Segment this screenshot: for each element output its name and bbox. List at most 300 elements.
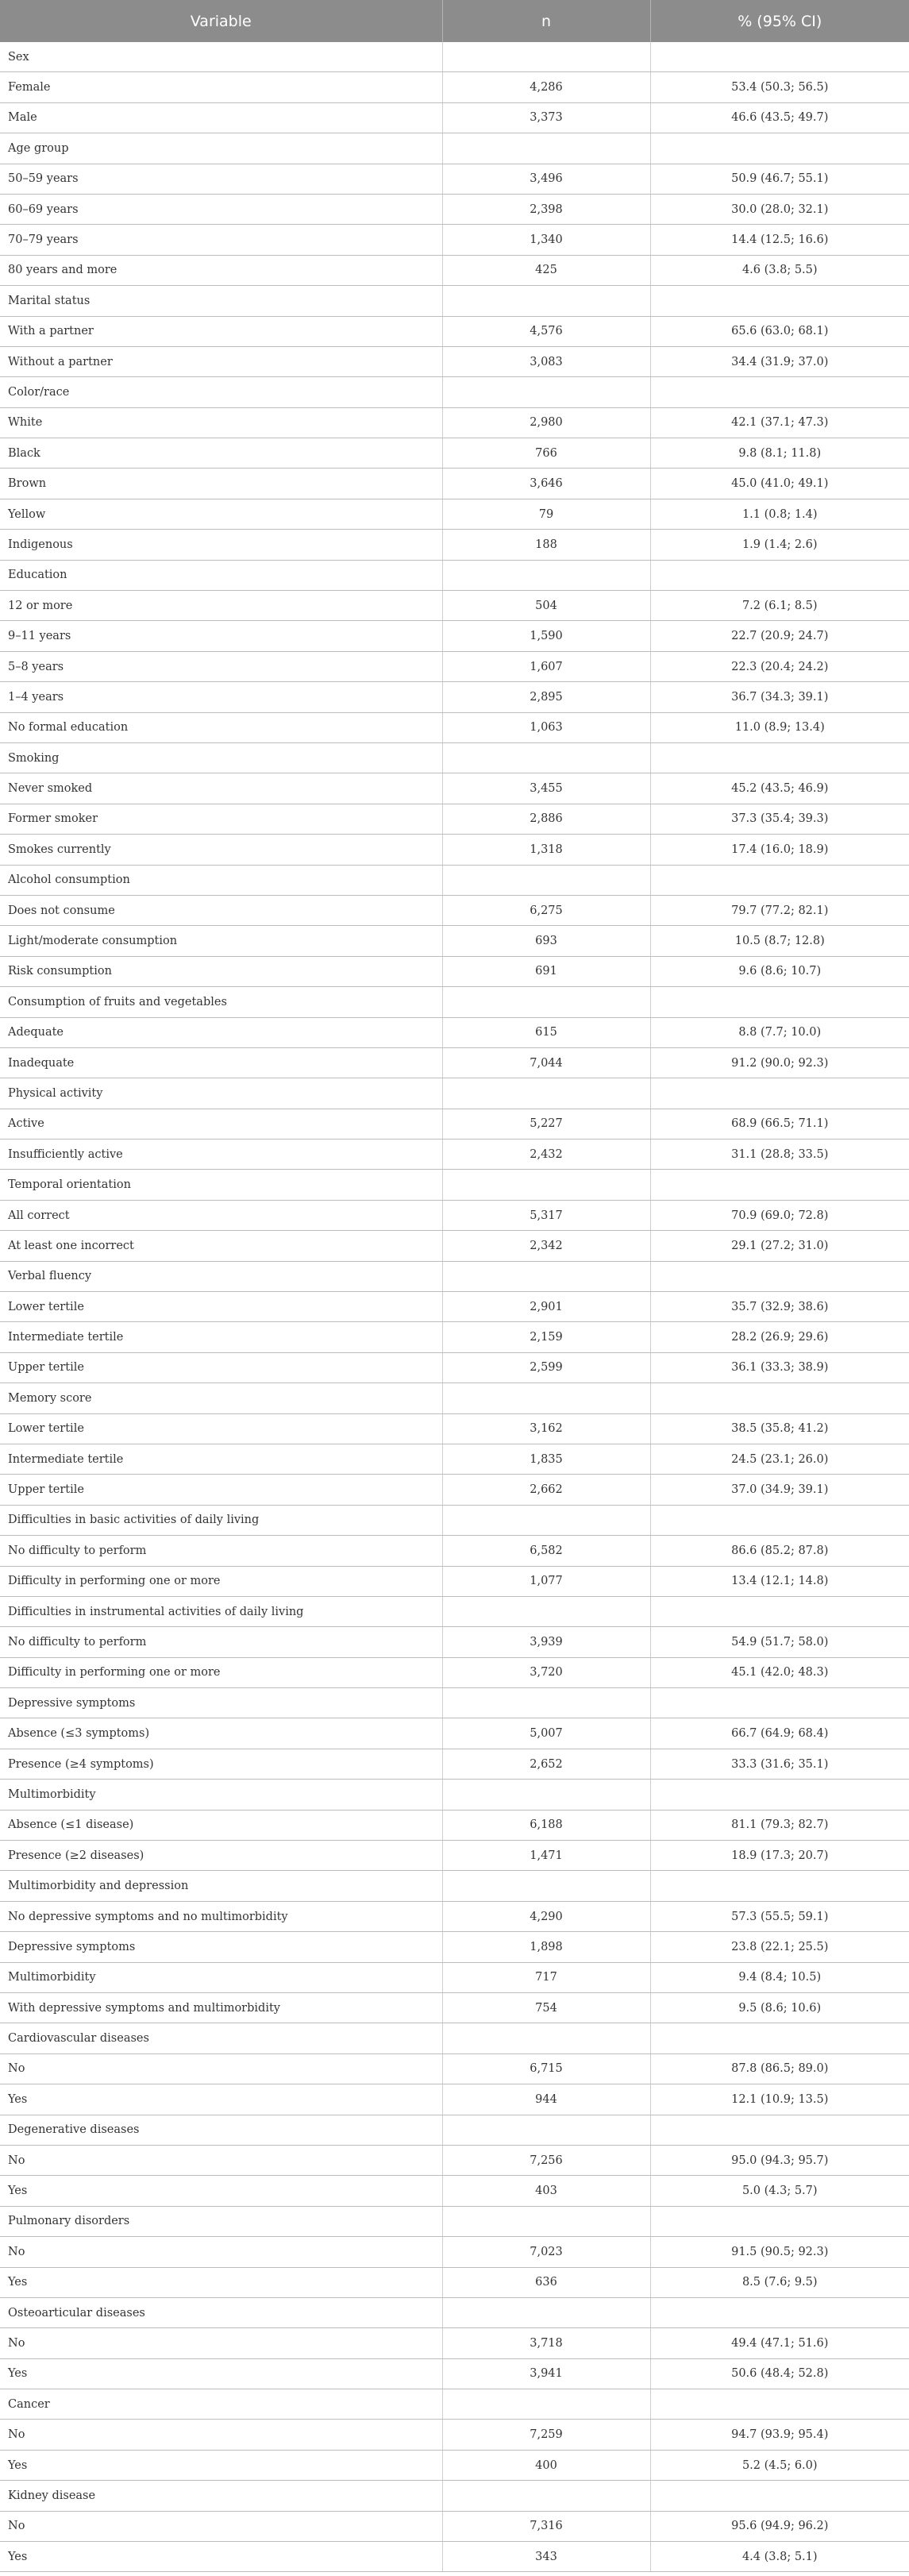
n-cell: 2,662: [442, 1475, 650, 1505]
variable-cell: White: [0, 407, 442, 438]
n-cell: [442, 560, 650, 590]
n-cell: 7,044: [442, 1047, 650, 1078]
variable-cell: Difficulty in performing one or more: [0, 1566, 442, 1596]
n-cell: 2,895: [442, 682, 650, 712]
percent-ci-cell: 24.5 (23.1; 26.0): [650, 1444, 909, 1474]
n-cell: [442, 2115, 650, 2145]
n-cell: [442, 1688, 650, 1718]
percent-ci-cell: 45.1 (42.0; 48.3): [650, 1657, 909, 1687]
table-row: [0, 2267, 909, 2297]
percent-ci-cell: 50.9 (46.7; 55.1): [650, 164, 909, 194]
n-cell: 79: [442, 499, 650, 529]
percent-ci-cell: 11.0 (8.9; 13.4): [650, 712, 909, 742]
percent-ci-cell: 68.9 (66.5; 71.1): [650, 1109, 909, 1139]
percent-ci-cell: [650, 987, 909, 1017]
percent-ci-cell: 54.9 (51.7; 58.0): [650, 1627, 909, 1657]
n-cell: [442, 2206, 650, 2236]
category-row: [0, 286, 909, 316]
table-row: [0, 651, 909, 681]
percent-ci-cell: [650, 742, 909, 773]
variable-cell: Yellow: [0, 499, 442, 529]
percent-ci-cell: 45.2 (43.5; 46.9): [650, 773, 909, 804]
category-row: [0, 377, 909, 407]
variable-cell: Lower tertile: [0, 1413, 442, 1444]
n-cell: 4,576: [442, 316, 650, 346]
category-row: [0, 133, 909, 164]
table-row: [0, 1200, 909, 1230]
percent-ci-cell: [650, 2206, 909, 2236]
variable-cell: Smoking: [0, 742, 442, 773]
variable-cell: Cardiovascular diseases: [0, 2023, 442, 2053]
percent-ci-cell: 22.7 (20.9; 24.7): [650, 621, 909, 651]
percent-ci-cell: [650, 2115, 909, 2145]
percent-ci-cell: 9.8 (8.1; 11.8): [650, 438, 909, 469]
n-cell: [442, 742, 650, 773]
percent-ci-cell: 38.5 (35.8; 41.2): [650, 1413, 909, 1444]
table-row: [0, 1017, 909, 1047]
percent-ci-cell: 31.1 (28.8; 33.5): [650, 1140, 909, 1170]
table-row: [0, 2328, 909, 2358]
category-row: [0, 560, 909, 590]
table-row: [0, 926, 909, 956]
n-cell: 2,980: [442, 407, 650, 438]
variable-cell: Yes: [0, 2542, 442, 2572]
variable-cell: Alcohol consumption: [0, 865, 442, 895]
category-row: [0, 1688, 909, 1718]
n-cell: [442, 377, 650, 407]
variable-cell: Difficulties in basic activities of daily living: [0, 1505, 442, 1535]
percent-ci-cell: 10.5 (8.7; 12.8): [650, 926, 909, 956]
n-cell: 5,317: [442, 1200, 650, 1230]
n-cell: 3,941: [442, 2358, 650, 2389]
table-row: [0, 164, 909, 194]
variable-cell: No difficulty to perform: [0, 1627, 442, 1657]
n-cell: 3,720: [442, 1657, 650, 1687]
variable-cell: 9–11 years: [0, 621, 442, 651]
percent-ci-cell: 94.7 (93.9; 95.4): [650, 2420, 909, 2450]
variable-cell: Consumption of fruits and vegetables: [0, 987, 442, 1017]
n-cell: 6,275: [442, 895, 650, 925]
table-row: [0, 72, 909, 102]
percent-ci-cell: 9.6 (8.6; 10.7): [650, 956, 909, 986]
n-cell: 2,398: [442, 194, 650, 224]
table-row: [0, 1444, 909, 1474]
variable-cell: No depressive symptoms and no multimorbidity: [0, 1901, 442, 1931]
n-cell: 2,901: [442, 1292, 650, 1322]
n-cell: 504: [442, 591, 650, 621]
variable-cell: Multimorbidity: [0, 1962, 442, 1992]
percent-ci-cell: 5.2 (4.5; 6.0): [650, 2450, 909, 2480]
n-cell: 2,652: [442, 1749, 650, 1779]
table-row: [0, 895, 909, 925]
n-cell: 425: [442, 255, 650, 285]
variable-cell: Age group: [0, 133, 442, 164]
percent-ci-cell: 81.1 (79.3; 82.7): [650, 1810, 909, 1840]
variable-cell: Cancer: [0, 2389, 442, 2420]
n-cell: 3,718: [442, 2328, 650, 2358]
n-cell: [442, 1261, 650, 1291]
percent-ci-cell: 30.0 (28.0; 32.1): [650, 194, 909, 224]
percent-ci-cell: [650, 1505, 909, 1535]
variable-cell: Without a partner: [0, 346, 442, 376]
table-row: [0, 1718, 909, 1749]
variable-cell: Black: [0, 438, 442, 469]
percent-ci-cell: [650, 2389, 909, 2420]
n-cell: 754: [442, 1993, 650, 2023]
variable-cell: Inadequate: [0, 1047, 442, 1078]
n-cell: 3,939: [442, 1627, 650, 1657]
table-row: [0, 1810, 909, 1840]
table-row: [0, 1292, 909, 1322]
table-row: [0, 2176, 909, 2206]
variable-cell: Upper tertile: [0, 1352, 442, 1382]
variable-cell: Active: [0, 1109, 442, 1139]
variable-cell: No: [0, 2237, 442, 2267]
variable-cell: Presence (≥2 diseases): [0, 1841, 442, 1871]
variable-cell: Absence (≤1 disease): [0, 1810, 442, 1840]
n-cell: [442, 1170, 650, 1200]
percent-ci-cell: 8.8 (7.7; 10.0): [650, 1017, 909, 1047]
variable-cell: Lower tertile: [0, 1292, 442, 1322]
n-cell: 691: [442, 956, 650, 986]
table-row: [0, 2237, 909, 2267]
table-row: [0, 591, 909, 621]
variable-cell: Light/moderate consumption: [0, 926, 442, 956]
percent-ci-cell: 86.6 (85.2; 87.8): [650, 1536, 909, 1566]
variable-cell: Osteoarticular diseases: [0, 2297, 442, 2327]
variable-cell: Adequate: [0, 1017, 442, 1047]
n-cell: [442, 987, 650, 1017]
variable-cell: With depressive symptoms and multimorbidity: [0, 1993, 442, 2023]
table-row: [0, 316, 909, 346]
variable-cell: 5–8 years: [0, 651, 442, 681]
variable-cell: Yes: [0, 2267, 442, 2297]
table-row: [0, 225, 909, 255]
n-cell: [442, 1871, 650, 1901]
percent-ci-cell: 91.2 (90.0; 92.3): [650, 1047, 909, 1078]
table-row: [0, 2358, 909, 2389]
variable-cell: Depressive symptoms: [0, 1688, 442, 1718]
category-row: [0, 2206, 909, 2236]
category-row: [0, 1078, 909, 1109]
percent-ci-cell: 79.7 (77.2; 82.1): [650, 895, 909, 925]
header-variable: Variable: [0, 0, 442, 42]
variable-cell: Yes: [0, 2176, 442, 2206]
table-row: [0, 1962, 909, 1992]
percent-ci-cell: [650, 560, 909, 590]
table-row: [0, 1322, 909, 1352]
percent-ci-cell: 14.4 (12.5; 16.6): [650, 225, 909, 255]
percent-ci-cell: [650, 133, 909, 164]
n-cell: 188: [442, 530, 650, 560]
percent-ci-cell: 70.9 (69.0; 72.8): [650, 1200, 909, 1230]
category-row: [0, 865, 909, 895]
variable-cell: Depressive symptoms: [0, 1932, 442, 1962]
variable-cell: Intermediate tertile: [0, 1444, 442, 1474]
table-row: [0, 1657, 909, 1687]
percent-ci-cell: [650, 2023, 909, 2053]
variable-cell: Does not consume: [0, 895, 442, 925]
n-cell: [442, 865, 650, 895]
variable-cell: 80 years and more: [0, 255, 442, 285]
table-row: [0, 804, 909, 834]
table-row: [0, 2511, 909, 2541]
variable-cell: 70–79 years: [0, 225, 442, 255]
n-cell: [442, 1780, 650, 1810]
variable-cell: No formal education: [0, 712, 442, 742]
n-cell: [442, 1596, 650, 1626]
table-row: [0, 1413, 909, 1444]
n-cell: 5,227: [442, 1109, 650, 1139]
table-row: [0, 1993, 909, 2023]
n-cell: 3,646: [442, 469, 650, 499]
percent-ci-cell: 95.6 (94.9; 96.2): [650, 2511, 909, 2541]
n-cell: 4,286: [442, 72, 650, 102]
percent-ci-cell: 65.6 (63.0; 68.1): [650, 316, 909, 346]
variable-cell: Multimorbidity: [0, 1780, 442, 1810]
percent-ci-cell: 22.3 (20.4; 24.2): [650, 651, 909, 681]
n-cell: 6,188: [442, 1810, 650, 1840]
n-cell: 4,290: [442, 1901, 650, 1931]
table-row: [0, 2084, 909, 2115]
n-cell: 1,590: [442, 621, 650, 651]
variable-cell: 12 or more: [0, 591, 442, 621]
variable-cell: Difficulty in performing one or more: [0, 1657, 442, 1687]
category-row: [0, 2297, 909, 2327]
n-cell: 7,259: [442, 2420, 650, 2450]
category-row: [0, 1383, 909, 1413]
n-cell: 1,471: [442, 1841, 650, 1871]
variable-cell: No: [0, 2328, 442, 2358]
variable-cell: Never smoked: [0, 773, 442, 804]
percent-ci-cell: 17.4 (16.0; 18.9): [650, 835, 909, 865]
table-header: [0, 0, 909, 42]
variable-cell: Color/race: [0, 377, 442, 407]
variable-cell: Temporal orientation: [0, 1170, 442, 1200]
n-cell: 400: [442, 2450, 650, 2480]
variable-cell: Brown: [0, 469, 442, 499]
n-cell: [442, 1078, 650, 1109]
variable-cell: Degenerative diseases: [0, 2115, 442, 2145]
category-row: [0, 1261, 909, 1291]
percent-ci-cell: [650, 2297, 909, 2327]
table-row: [0, 621, 909, 651]
n-cell: [442, 2023, 650, 2053]
n-cell: 3,496: [442, 164, 650, 194]
n-cell: 7,316: [442, 2511, 650, 2541]
percent-ci-cell: [650, 1780, 909, 1810]
table-row: [0, 1901, 909, 1931]
variable-cell: All correct: [0, 1200, 442, 1230]
percent-ci-cell: [650, 42, 909, 72]
variable-cell: Yes: [0, 2358, 442, 2389]
variable-cell: No: [0, 2420, 442, 2450]
variable-cell: Presence (≥4 symptoms): [0, 1749, 442, 1779]
percent-ci-cell: 18.9 (17.3; 20.7): [650, 1841, 909, 1871]
n-cell: [442, 1383, 650, 1413]
percent-ci-cell: [650, 1688, 909, 1718]
table-row: [0, 1627, 909, 1657]
percent-ci-cell: 37.0 (34.9; 39.1): [650, 1475, 909, 1505]
table-row: [0, 1109, 909, 1139]
percent-ci-cell: [650, 377, 909, 407]
variable-cell: Marital status: [0, 286, 442, 316]
variable-cell: Yes: [0, 2450, 442, 2480]
n-cell: [442, 286, 650, 316]
n-cell: 693: [442, 926, 650, 956]
percent-ci-cell: [650, 1261, 909, 1291]
variable-cell: Multimorbidity and depression: [0, 1871, 442, 1901]
table-row: [0, 682, 909, 712]
variable-cell: 50–59 years: [0, 164, 442, 194]
table-row: [0, 438, 909, 469]
table-row: [0, 2542, 909, 2572]
percent-ci-cell: [650, 286, 909, 316]
percent-ci-cell: 23.8 (22.1; 25.5): [650, 1932, 909, 1962]
variable-cell: Sex: [0, 42, 442, 72]
variable-cell: Absence (≤3 symptoms): [0, 1718, 442, 1749]
n-cell: [442, 2297, 650, 2327]
variable-cell: No difficulty to perform: [0, 1536, 442, 1566]
percent-ci-cell: 4.4 (3.8; 5.1): [650, 2542, 909, 2572]
table-row: [0, 255, 909, 285]
table-row: [0, 1352, 909, 1382]
percent-ci-cell: 1.1 (0.8; 1.4): [650, 499, 909, 529]
header-n: n: [442, 0, 650, 42]
table-row: [0, 2053, 909, 2084]
variable-cell: Male: [0, 102, 442, 133]
percent-ci-cell: 29.1 (27.2; 31.0): [650, 1231, 909, 1261]
percent-ci-cell: 91.5 (90.5; 92.3): [650, 2237, 909, 2267]
n-cell: [442, 42, 650, 72]
percent-ci-cell: 42.1 (37.1; 47.3): [650, 407, 909, 438]
variable-cell: Verbal fluency: [0, 1261, 442, 1291]
category-row: [0, 2389, 909, 2420]
variable-cell: Education: [0, 560, 442, 590]
percent-ci-cell: 95.0 (94.3; 95.7): [650, 2145, 909, 2175]
table-row: [0, 1536, 909, 1566]
n-cell: 3,162: [442, 1413, 650, 1444]
n-cell: [442, 1505, 650, 1535]
variable-cell: Pulmonary disorders: [0, 2206, 442, 2236]
table-row: [0, 1566, 909, 1596]
category-row: [0, 742, 909, 773]
percent-ci-cell: [650, 1871, 909, 1901]
variable-cell: Upper tertile: [0, 1475, 442, 1505]
n-cell: 717: [442, 1962, 650, 1992]
table-row: [0, 469, 909, 499]
n-cell: 3,373: [442, 102, 650, 133]
n-cell: [442, 2389, 650, 2420]
category-row: [0, 1170, 909, 1200]
category-row: [0, 1871, 909, 1901]
percent-ci-cell: 9.4 (8.4; 10.5): [650, 1962, 909, 1992]
table-row: [0, 407, 909, 438]
percent-ci-cell: 35.7 (32.9; 38.6): [650, 1292, 909, 1322]
n-cell: 1,318: [442, 835, 650, 865]
n-cell: 1,077: [442, 1566, 650, 1596]
n-cell: 3,455: [442, 773, 650, 804]
n-cell: 1,898: [442, 1932, 650, 1962]
variable-cell: Female: [0, 72, 442, 102]
table-body: [0, 42, 909, 2572]
table-row: [0, 1475, 909, 1505]
percent-ci-cell: 36.1 (33.3; 38.9): [650, 1352, 909, 1382]
table-row: [0, 2420, 909, 2450]
n-cell: 2,159: [442, 1322, 650, 1352]
n-cell: 5,007: [442, 1718, 650, 1749]
table-row: [0, 102, 909, 133]
n-cell: 944: [442, 2084, 650, 2115]
table-row: [0, 712, 909, 742]
table-row: [0, 1932, 909, 1962]
percent-ci-cell: 12.1 (10.9; 13.5): [650, 2084, 909, 2115]
variable-cell: 1–4 years: [0, 682, 442, 712]
percent-ci-cell: 37.3 (35.4; 39.3): [650, 804, 909, 834]
table-row: [0, 530, 909, 560]
n-cell: 636: [442, 2267, 650, 2297]
n-cell: 1,340: [442, 225, 650, 255]
n-cell: 1,063: [442, 712, 650, 742]
percent-ci-cell: 53.4 (50.3; 56.5): [650, 72, 909, 102]
table-row: [0, 773, 909, 804]
n-cell: [442, 2481, 650, 2511]
percent-ci-cell: 1.9 (1.4; 2.6): [650, 530, 909, 560]
category-row: [0, 2023, 909, 2053]
variable-cell: Difficulties in instrumental activities of daily living: [0, 1596, 442, 1626]
variable-cell: No: [0, 2511, 442, 2541]
table-row: [0, 1140, 909, 1170]
n-cell: 2,599: [442, 1352, 650, 1382]
variable-cell: Risk consumption: [0, 956, 442, 986]
category-row: [0, 2481, 909, 2511]
variable-cell: With a partner: [0, 316, 442, 346]
n-cell: 7,023: [442, 2237, 650, 2267]
percent-ci-cell: 45.0 (41.0; 49.1): [650, 469, 909, 499]
table-row: [0, 499, 909, 529]
n-cell: 2,432: [442, 1140, 650, 1170]
percent-ci-cell: 13.4 (12.1; 14.8): [650, 1566, 909, 1596]
n-cell: 1,835: [442, 1444, 650, 1474]
category-row: [0, 1780, 909, 1810]
percent-ci-cell: 8.5 (7.6; 9.5): [650, 2267, 909, 2297]
n-cell: 403: [442, 2176, 650, 2206]
header-row: [0, 0, 909, 42]
n-cell: 6,715: [442, 2053, 650, 2084]
percent-ci-cell: 33.3 (31.6; 35.1): [650, 1749, 909, 1779]
percent-ci-cell: 46.6 (43.5; 49.7): [650, 102, 909, 133]
variable-cell: No: [0, 2053, 442, 2084]
percent-ci-cell: 34.4 (31.9; 37.0): [650, 346, 909, 376]
variable-cell: Smokes currently: [0, 835, 442, 865]
variable-cell: Intermediate tertile: [0, 1322, 442, 1352]
percent-ci-cell: 49.4 (47.1; 51.6): [650, 2328, 909, 2358]
variable-cell: Former smoker: [0, 804, 442, 834]
percent-ci-cell: 50.6 (48.4; 52.8): [650, 2358, 909, 2389]
percent-ci-cell: 5.0 (4.3; 5.7): [650, 2176, 909, 2206]
table-row: [0, 835, 909, 865]
percent-ci-cell: 66.7 (64.9; 68.4): [650, 1718, 909, 1749]
n-cell: 6,582: [442, 1536, 650, 1566]
n-cell: 615: [442, 1017, 650, 1047]
table-row: [0, 2145, 909, 2175]
variable-cell: Insufficiently active: [0, 1140, 442, 1170]
table-row: [0, 1749, 909, 1779]
n-cell: 7,256: [442, 2145, 650, 2175]
category-row: [0, 1505, 909, 1535]
category-row: [0, 2115, 909, 2145]
variable-cell: Memory score: [0, 1383, 442, 1413]
